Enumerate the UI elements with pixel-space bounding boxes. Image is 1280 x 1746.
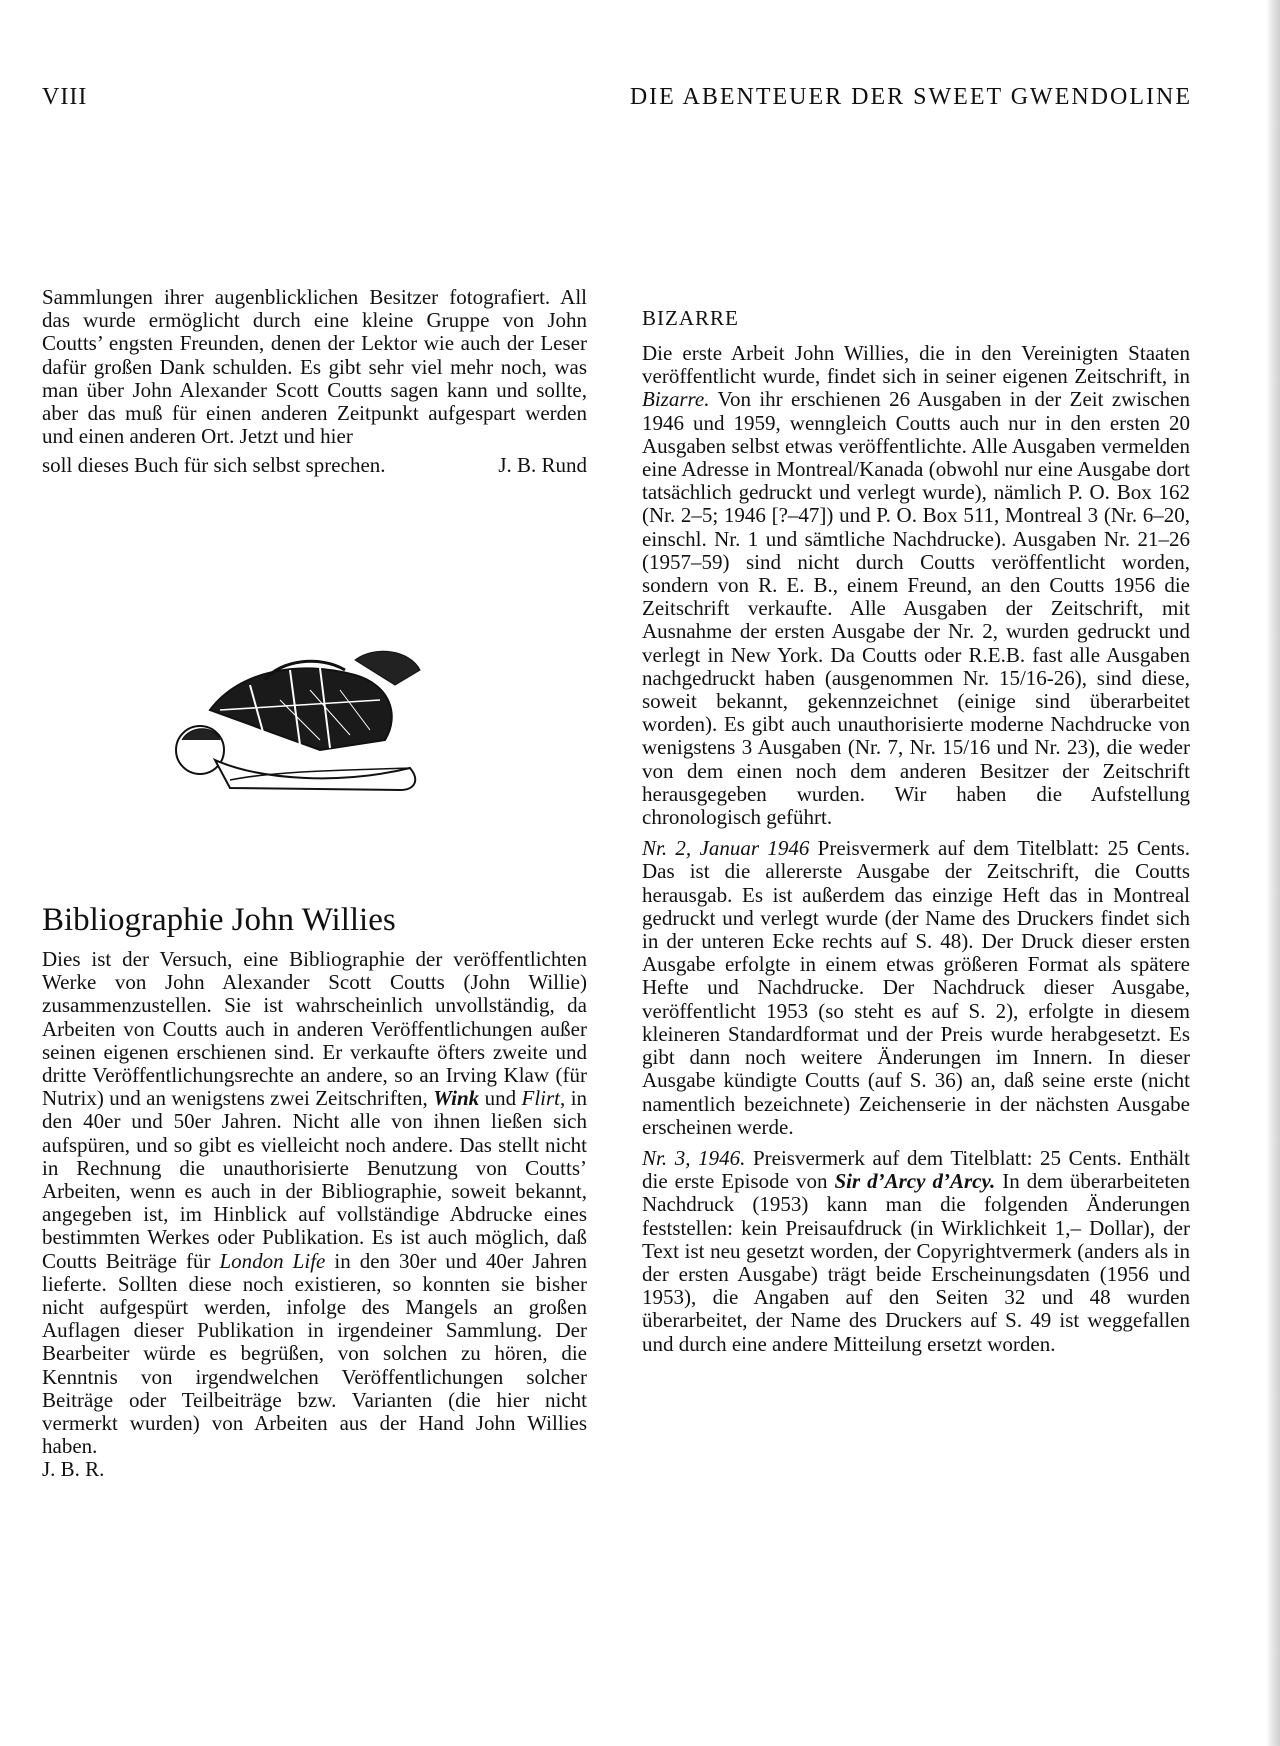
page-edge [1266, 0, 1280, 1746]
bibliography-title: Bibliographie John Willies [42, 902, 396, 938]
bizarre-title-ref: Bizarre. [642, 387, 710, 412]
intro-continuation [42, 286, 587, 478]
issue-nr3-text-2: In dem überarbeiteten Nachdruck (1953) kann man die folgenden Änderungen feststellen: kein Preisaufdruck (in Wirklichkeit 1,– Dollar), der Text ist neu gesetzt worden, der Copyrightvermerk (anders als in der ersten Ausgabe) trägt beide Erscheinungsdaten (1956 und 1953), die Angaben auf den Seiten 32 und 48 wurden überarbeitet, der Name des Druckers auf S. 49 ist weggefallen und durch eine andere Mitteilung ersetzt worden. [642, 1169, 1190, 1356]
bibliography-text-2: , in den 40er und 50er Jahren. Nicht alle von ihnen ließen sich aufspüren, und so gibt es vielleicht noch andere. Das stellt nicht in Rechnung die unauthorisierte Benutzung von Coutts’ Arbeiten, wenn es auch in der Bibliographie, soweit bekannt, angegeben ist, im Hinblick auf vollständige Abdrucke eines bestimmten Werkes oder Publikation. Es ist auch möglich, daß Coutts Beiträge für [42, 1086, 588, 1273]
running-head [42, 84, 1192, 120]
bound-figure-illustration [170, 640, 438, 800]
bibliography-paragraph [42, 948, 587, 1458]
intro-paragraph: Sammlungen ihrer augenblicklichen Besitzer fotografiert. All das wurde ermöglicht durch eine kleine Gruppe von John Coutts’ engsten Freunden, denen der Lektor wie auch der Leser dafür großen Dank schulden. Es gibt sehr viel mehr noch, was man über John Alexander Scott Coutts sagen kann und sollte, aber das muß für einen anderen Zeitpunkt aufgespart werden und einen anderen Ort. Jetzt und hier [42, 285, 587, 449]
bibliography-signature: J. B. R. [42, 1457, 105, 1482]
sir-darcy-title: Sir d’Arcy d’Arcy. [834, 1169, 996, 1194]
intro-signature: J. B. Rund [498, 453, 587, 478]
bizarre-intro-paragraph [642, 342, 1190, 829]
bibliography-und: und [484, 1086, 517, 1111]
bibliography-text-3: in den 30er und 40er Jahren lieferte. Sollten diese noch existieren, so konnten sie bisher nicht aufgespürt werden, infolge des Mangels an großen Auflagen dieser Publikation in irgendeiner Sammlung. Der Bearbeiter würde es begrüßen, von solchen zu hören, die Kenntnis von irgendwelchen Veröffentlichungen solcher Beiträge oder Teilbeiträge bzw. Varianten (die hier nicht vermerkt wurden) von Arbeiten aus der Hand John Willies haben. [42, 1248, 588, 1459]
bibliography-text-1: Dies ist der Versuch, eine Bibliographie der veröffentlichten Werke von John Alexander Scott Coutts (John Willie) zusammenzustellen. Sie ist wahrscheinlich unvollständig, da Arbeiten von Coutts auch in anderen Veröffentlichungen außer seinen eigenen erschienen sind. Er verkaufte öfters zweite und dritte Veröffentlichungsrechte an andere, so an Irving Klaw (für Nutrix) und an wenigstens zwei Zeitschriften, [42, 947, 587, 1111]
wink-title: Wink [433, 1086, 480, 1111]
intro-last-line-text: soll dieses Buch für sich selbst sprechen. [42, 453, 386, 478]
bizarre-section [642, 306, 1190, 1364]
london-life-title: London Life [219, 1248, 326, 1273]
bizarre-text-2: Von ihr erschienen 26 Ausgaben in der Zeit zwischen 1946 und 1959, wenngleich Coutts auch nur in den ersten 20 Ausgaben selbst etwas veröffentlichte. Alle Ausgaben vermelden eine Adresse in Montreal/Kanada (obwohl nur eine Ausgabe dort tatsächlich gedruckt und verlegt wurde), nämlich P. O. Box 162 (Nr. 2–5; 1946 [?–47]) und P. O. Box 511, Montreal 3 (Nr. 6–20, einschl. Nr. 1 und sämtliche Nachdrucke). Ausgaben Nr. 21–26 (1957–59) sind nicht durch Coutts veröffentlicht worden, sondern von R. E. B., einem Freund, an den Coutts 1956 die Zeitschrift verkaufte. Alle Ausgaben der Zeitschrift, mit Ausnahme der ersten Ausgabe der Nr. 2, wurden gedruckt und verlegt in New York. Da Coutts oder R.E.B. fast alle Ausgaben nachgedruckt haben (ausgenommen Nr. 15/16-26), sind diese, soweit bekannt, gekennzeichnet (einige sind überarbeitet worden). Es gibt auch unauthorisierte moderne Nachdrucke von wenigstens 3 Ausgaben (Nr. 7, Nr. 15/16 und Nr. 23), die weder von dem einen noch dem anderen Besitzer der Zeitschrift herausgegeben wurden. Wir haben die Aufstellung chronologisch geführt. [642, 387, 1190, 830]
issue-nr2-text: Preisvermerk auf dem Titelblatt: 25 Cents. Das ist die allererste Ausgabe der Zeitschrift, die Coutts herausgab. Es ist außerdem das einzige Heft das in Montreal gedruckt und verlegt wurde (der Name des Druckers findet sich in der unteren Ecke rechts auf S. 48). Der Druck dieser ersten Ausgabe erfolgte in einem etwas größeren Format als spätere Hefte und Nachdrucke. Der Nachdruck dieser Ausgabe, veröffentlicht 1953 (so steht es auf S. 2), erfolgte in diesem kleineren Standardformat und der Preis wurde herabgesetzt. Es gibt dann noch weitere Änderungen im Innern. In dieser Ausgabe kündigte Coutts (auf S. 36) an, daß seine erste (nicht namentlich bezeichnete) Zeichenserie in der nächsten Ausgabe erscheinen werde. [642, 836, 1190, 1139]
page-number: VIII [42, 84, 88, 110]
bibliography-body [42, 948, 587, 1482]
intro-last-line [42, 448, 587, 477]
issue-nr3-paragraph [642, 1147, 1190, 1356]
issue-nr3-label: Nr. 3, 1946. [642, 1145, 746, 1170]
issue-nr3-text-1: Preisvermerk auf dem Titelblatt: 25 Cents. Enthält die erste Episode von [642, 1145, 1190, 1194]
issue-nr2-label: Nr. 2, Januar 1946 [642, 836, 810, 861]
issue-nr2-paragraph [642, 837, 1190, 1139]
bizarre-heading: BIZARRE [642, 306, 739, 330]
flirt-title: Flirt [521, 1086, 561, 1111]
running-title: DIE ABENTEUER DER SWEET GWENDOLINE [629, 84, 1192, 110]
bizarre-text-1: Die erste Arbeit John Willies, die in den Vereinigten Staaten veröffentlicht wurde, findet sich in seiner eigenen Zeitschrift, in [642, 341, 1190, 389]
